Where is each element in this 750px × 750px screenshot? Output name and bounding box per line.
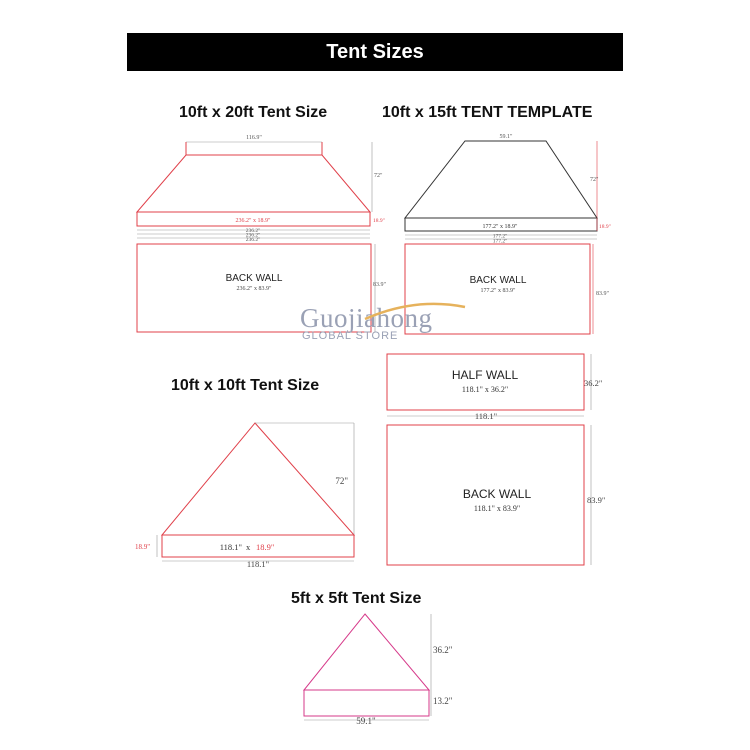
back-wall-label: BACK WALL xyxy=(225,273,283,284)
banner-title: Tent Sizes xyxy=(326,40,424,63)
valance-width-label: 118.1" xyxy=(219,542,242,552)
half-wall-size-label: 118.1" x 36.2" xyxy=(461,385,509,394)
dim-line-1-label: 236.2" xyxy=(245,228,261,234)
valance-height-label: 18.9" xyxy=(373,218,385,224)
roof-panel-10x10 xyxy=(162,423,354,535)
half-wall xyxy=(387,354,584,410)
dim-line-2-label: 177.2" xyxy=(492,238,508,245)
back-wall-height-label: 83.9" xyxy=(373,282,386,288)
back-wall-size-label: 177.2" x 83.9" xyxy=(480,288,516,294)
roof-height-label: 72" xyxy=(590,177,599,183)
valance-5x5 xyxy=(304,690,429,716)
valance-label: 236.2" x 18.9" xyxy=(235,218,271,224)
valance-x-label: x xyxy=(246,542,251,552)
roof-height-label: 72" xyxy=(335,476,348,486)
watermark-swoosh-icon xyxy=(360,297,470,327)
diagram-10x10 xyxy=(157,423,354,561)
roof-height-label: 72" xyxy=(374,173,383,179)
back-wall-label: BACK WALL xyxy=(462,487,532,501)
back-wall-size-label: 236.2" x 83.9" xyxy=(236,286,272,292)
back-wall-height-label: 83.9" xyxy=(596,291,609,297)
base-width-label: 59.1" xyxy=(356,716,376,726)
diagram-5x5 xyxy=(304,614,431,720)
roof-panel-10x20 xyxy=(137,155,370,212)
roof-top-width-label: 59.1" xyxy=(499,134,513,140)
valance-height-inline-label: 18.9" xyxy=(256,542,275,552)
valance-height-label: 18.9" xyxy=(135,543,151,551)
watermark-sub-text: GLOBAL STORE xyxy=(302,330,399,342)
heading-10x10: 10ft x 10ft Tent Size xyxy=(171,377,320,394)
back-wall-label: BACK WALL xyxy=(469,275,527,286)
half-wall-height-label: 36.2" xyxy=(584,378,603,388)
roof-height-label: 36.2" xyxy=(433,645,453,655)
wall-width-label: 118.1" xyxy=(474,411,498,421)
base-width-label: 118.1" xyxy=(246,559,270,569)
dim-line-2-label: 236.2" xyxy=(245,232,261,239)
back-wall-height-label: 83.9" xyxy=(587,495,606,505)
heading-10x20: 10ft x 20ft Tent Size xyxy=(179,104,328,121)
watermark xyxy=(300,303,470,342)
roof-panel-10x15 xyxy=(405,141,597,218)
back-wall-size-label: 118.1" x 83.9" xyxy=(473,504,521,513)
roof-panel-5x5 xyxy=(304,614,429,690)
valance-height-label: 13.2" xyxy=(433,696,453,706)
heading-10x15: 10ft x 15ft TENT TEMPLATE xyxy=(382,104,593,121)
half-wall-label: HALF WALL xyxy=(451,368,519,382)
dim-line-3-label: 236.2" xyxy=(245,237,261,243)
valance-height-label: 18.9" xyxy=(599,224,611,230)
heading-5x5: 5ft x 5ft Tent Size xyxy=(291,590,422,607)
watermark-main-text: Guojiahong xyxy=(300,303,433,333)
valance-label: 177.2" x 18.9" xyxy=(482,224,518,230)
roof-top-width-label: 116.9" xyxy=(246,135,262,141)
dim-line-1-label: 177.2" xyxy=(492,233,508,240)
